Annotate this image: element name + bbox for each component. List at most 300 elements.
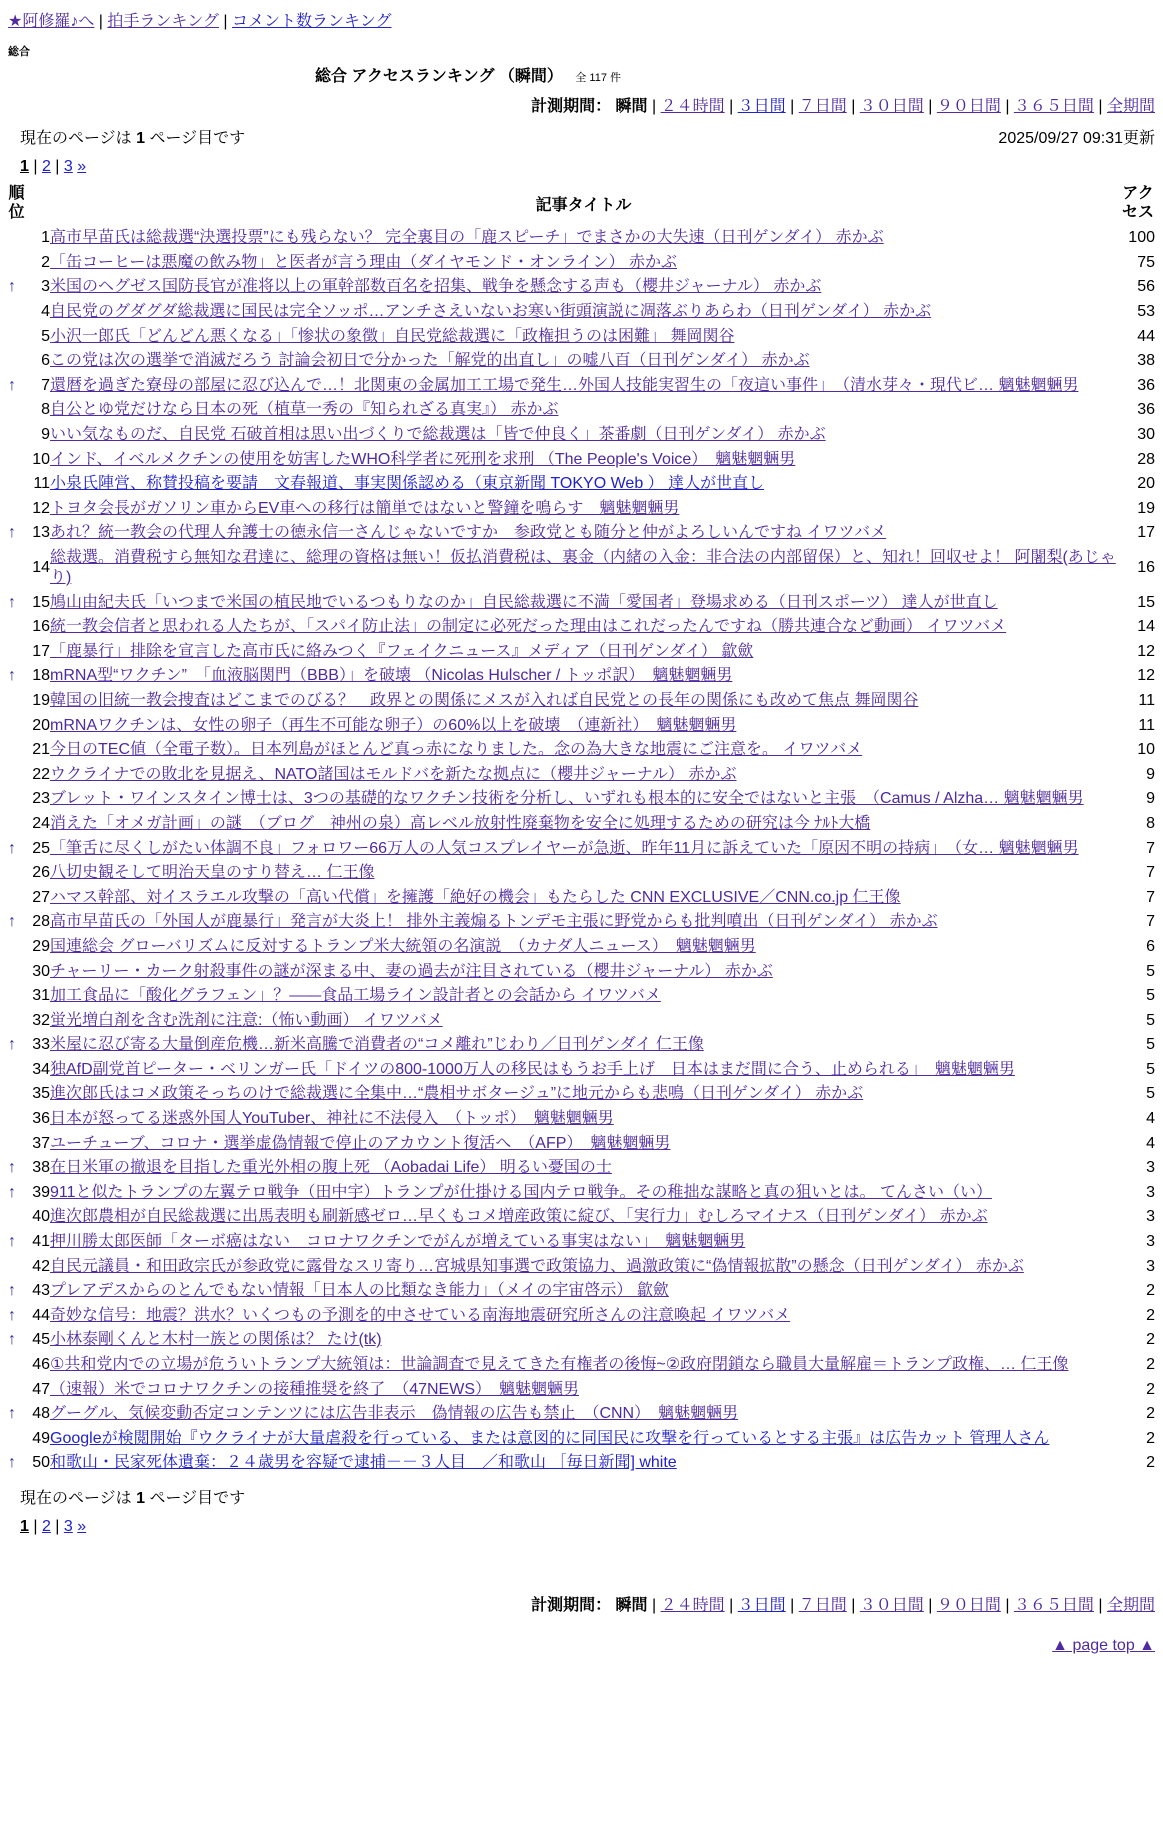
- article-link[interactable]: 米国のヘグゼス国防長官が准将以上の軍幹部数百名を招集、戦争を懸念する声も（櫻井ジャーナル） 赤かぶ: [50, 278, 822, 296]
- ranking-table-body: [8, 226, 1155, 1476]
- table-row: [8, 1304, 1155, 1329]
- table-row: [8, 1328, 1155, 1353]
- pagination-next-link[interactable]: »: [77, 158, 87, 175]
- rank-up-cell: [8, 423, 23, 448]
- article-link[interactable]: トヨタ会長がガソリン車からEV車への移行は簡単ではないと警鐘を鳴らす 魑魅魍魎男: [50, 499, 680, 517]
- rank-number: 49: [32, 1429, 50, 1447]
- page-info-row-bottom: [8, 1485, 1155, 1508]
- rank-up-cell: [8, 1402, 23, 1427]
- rank-number: 6: [41, 352, 50, 370]
- access-count: 14: [1137, 618, 1155, 636]
- rank-up-cell: [8, 812, 23, 837]
- article-link[interactable]: 「鹿暴行」排除を宣言した高市氏に絡みつく『フェイクニュース』メディア（日刊ゲンダイ） 歙歛: [50, 642, 754, 660]
- rank-up-cell: [8, 1107, 23, 1132]
- rank-number: 48: [32, 1405, 50, 1423]
- access-count: 15: [1137, 593, 1155, 611]
- period-link[interactable]: ３０日間: [859, 1596, 924, 1614]
- access-count: 2: [1146, 1454, 1155, 1472]
- access-count: 56: [1137, 278, 1155, 296]
- article-title-cell: [50, 885, 1117, 910]
- article-title-cell: [50, 1304, 1117, 1329]
- article-link[interactable]: ブレット・ワインスタイン博士は、3つの基礎的なワクチン技術を分析し、いずれも根本的に安全ではないと主張 （Camus / Alzha… 魑魅魍魎男: [50, 790, 1084, 808]
- rank-up-cell: [8, 1008, 23, 1033]
- period-link[interactable]: ２４時間: [660, 1596, 725, 1614]
- rank-number: 39: [32, 1183, 50, 1201]
- article-title-cell: [50, 497, 1117, 522]
- article-link[interactable]: 自公とゆ党だけなら日本の死（植草一秀の『知られざる真実』） 赤かぶ: [50, 401, 559, 419]
- article-link[interactable]: 「缶コーヒーは悪魔の飲み物」と医者が言う理由（ダイヤモンド・オンライン） 赤かぶ: [50, 253, 678, 271]
- article-link[interactable]: あれ？統一教会の代理人弁護士の徳永信一さんじゃないですか 参政党とも随分と仲がよろしいんですね イワツバメ: [50, 524, 887, 542]
- rank-number: 10: [32, 450, 50, 468]
- article-link[interactable]: ハマス幹部、対イスラエル攻撃の「高い代償」を擁護「絶好の機会」もたらした CNN EXCLUSIVE／CNN.co.jp 仁王像: [50, 888, 901, 906]
- article-title-cell: [50, 812, 1117, 837]
- table-row: [8, 447, 1155, 472]
- rank-up-cell: [8, 1304, 23, 1329]
- table-row: [8, 738, 1155, 763]
- article-title-cell: [50, 1279, 1117, 1304]
- article-link[interactable]: 「筆舌に尽くしがたい体調不良」フォロワー66万人の人気コスプレイヤーが急逝、昨年11月に訴えていた「原因不明の持病」 （女… 魑魅魍魎男: [50, 839, 1079, 857]
- article-link[interactable]: チャーリー・カーク射殺事件の謎が深まる中、妻の過去が注目されている（櫻井ジャーナル） 赤かぶ: [50, 962, 773, 980]
- rank-number: 7: [41, 376, 50, 394]
- article-link[interactable]: 統一教会信者と思われる人たちが、「スパイ防止法」の制定に必死だった理由はこれだったんですね（勝共連合など動画） イワツバメ: [50, 618, 1007, 636]
- table-row: [8, 1008, 1155, 1033]
- article-link[interactable]: ウクライナでの敗北を見据え、NATO諸国はモルドバを新たな拠点に（櫻井ジャーナル） 赤かぶ: [50, 765, 737, 783]
- period-current: 瞬間: [615, 98, 648, 115]
- period-label: 計測期間：: [531, 1596, 612, 1614]
- pagination-top: [8, 158, 1155, 176]
- pagination-page-link[interactable]: 3: [63, 1517, 73, 1535]
- article-title-cell: [50, 1058, 1117, 1083]
- rank-up-cell: [8, 590, 23, 615]
- rank-up-arrow-icon: ↑: [8, 1159, 16, 1177]
- table-row: [8, 1353, 1155, 1378]
- article-title-cell: [50, 861, 1117, 886]
- article-title-cell: [50, 640, 1117, 665]
- article-title-cell: [50, 689, 1117, 714]
- rank-up-cell: [8, 300, 23, 325]
- table-row: [8, 1181, 1155, 1206]
- current-page-info: 現在のページは 1 ページ目です: [20, 130, 246, 147]
- article-link[interactable]: 国連総会 グローバリズムに反対するトランプ米大統領の名演説 （カナダ人ニュース） 魑魅魍魎男: [50, 937, 756, 955]
- access-count: 6: [1146, 937, 1155, 955]
- rank-number: 44: [32, 1306, 50, 1324]
- rank-up-cell: [8, 984, 23, 1009]
- rank-number: 12: [32, 499, 50, 517]
- article-link[interactable]: 小林泰剛くんと木村一族との関係は？ たけ(tk): [50, 1331, 382, 1349]
- rank-number: 13: [32, 524, 50, 542]
- table-row: [8, 640, 1155, 665]
- access-count: 4: [1146, 1110, 1155, 1128]
- access-column-header: アクセス: [1121, 185, 1154, 221]
- separator: |: [923, 98, 937, 115]
- access-count: 75: [1137, 253, 1155, 271]
- rank-number: 23: [32, 790, 50, 808]
- article-link[interactable]: 独AfD副党首ピーター・ベリンガー氏「ドイツの800-1000万人の移民はもうお手上げ 日本はまだ間に合う、止められる」 魑魅魍魎男: [50, 1060, 1015, 1078]
- top-nav-link[interactable]: コメント数ランキング: [231, 13, 392, 30]
- article-link[interactable]: 鳩山由紀夫氏「いつまで米国の植民地でいるつもりなのか」自民総裁選に不満「愛国者」登場求める（日刊スポーツ） 達人が世直し: [50, 593, 998, 611]
- article-link[interactable]: 押川勝太郎医師「ターボ癌はない コロナワクチンでがんが増えている事実はない」 魑魅魍魎男: [50, 1233, 746, 1251]
- rank-number: 28: [32, 913, 50, 931]
- separator: |: [923, 1596, 937, 1614]
- article-link[interactable]: 高市早苗氏の「外国人が鹿暴行」発言が大炎上！ 排外主義煽るトンデモ主張に野党からも批判噴出（日刊ゲンダイ） 赤かぶ: [50, 913, 938, 931]
- rank-number: 43: [32, 1282, 50, 1300]
- rank-up-cell: [8, 349, 23, 374]
- access-count: 11: [1138, 691, 1155, 709]
- article-title-cell: [50, 1156, 1117, 1181]
- rank-up-arrow-icon: ↑: [8, 376, 16, 394]
- article-title-cell: [50, 398, 1117, 423]
- article-link[interactable]: 八切史観そして明治天皇のすり替え… 仁王像: [50, 864, 375, 882]
- article-link[interactable]: 高市早苗氏は総裁選“決選投票”にも残らない？ 完全裏目の「鹿スピーチ」でまさかの大失速（日刊ゲンダイ） 赤かぶ: [50, 229, 884, 247]
- rank-number: 27: [32, 888, 50, 906]
- access-count: 12: [1137, 642, 1155, 660]
- article-link[interactable]: 小沢一郎氏「どんどん悪くなる」「惨状の象徴」自民党総裁選に「政権担うのは困難」 舞岡関谷: [50, 327, 735, 345]
- table-row: [8, 251, 1155, 276]
- top-nav-link[interactable]: ★阿修羅♪へ: [8, 13, 95, 30]
- article-link[interactable]: 進次郎農相が自民総裁選に出馬表明も刷新感ゼロ…早くもコメ増産政策に綻び、「実行力」むしろマイナス（日刊ゲンダイ） 赤かぶ: [50, 1208, 988, 1226]
- article-title-cell: [50, 1131, 1117, 1156]
- article-link[interactable]: 米屋に忍び寄る大量倒産危機…新米高騰で消費者の“コメ離れ”じわり／日刊ゲンダイ 仁王像: [50, 1036, 704, 1054]
- access-count: 9: [1146, 765, 1155, 783]
- article-title-cell: [50, 836, 1117, 861]
- rank-number: 37: [32, 1134, 50, 1152]
- article-link[interactable]: 自民党のグダグダ総裁選に国民は完全ソッポ…アンチさえいないお寒い街頭演説に凋落ぶりあらわ（日刊ゲンダイ） 赤かぶ: [50, 303, 932, 321]
- article-link[interactable]: 自民元議員・和田政宗氏が参政党に露骨なスリ寄り…宮城県知事選で政策協力、過激政策に“偽情報拡散”の懸念（日刊ゲンダイ） 赤かぶ: [50, 1257, 1024, 1275]
- access-count: 5: [1146, 1060, 1155, 1078]
- rank-number: 46: [32, 1356, 50, 1374]
- page-top-line: [8, 1637, 1155, 1655]
- rank-up-arrow-icon: ↑: [8, 913, 16, 931]
- table-row: [8, 1230, 1155, 1255]
- rank-up-cell: [8, 1058, 23, 1083]
- rank-up-cell: [8, 935, 23, 960]
- rank-up-arrow-icon: ↑: [8, 278, 16, 296]
- table-row: [8, 910, 1155, 935]
- article-link[interactable]: （速報）米でコロナワクチンの接種推奨を終了 （47NEWS） 魑魅魍魎男: [50, 1380, 579, 1398]
- access-count: 3: [1146, 1183, 1155, 1201]
- top-nav-link[interactable]: 拍手ランキング: [107, 13, 219, 30]
- article-title-cell: [50, 275, 1117, 300]
- table-row: [8, 1131, 1155, 1156]
- rank-number: 19: [32, 691, 50, 709]
- access-count: 100: [1128, 229, 1155, 247]
- total-count: 全 117 件: [575, 72, 622, 84]
- article-link[interactable]: 蛍光増白剤を含む洗剤に注意:（怖い動画） イワツバメ: [50, 1011, 443, 1029]
- access-count: 7: [1146, 913, 1155, 931]
- article-title-cell: [50, 590, 1117, 615]
- rank-up-cell: [8, 1451, 23, 1476]
- table-row: [8, 374, 1155, 399]
- table-row: [8, 497, 1155, 522]
- table-row: [8, 836, 1155, 861]
- article-link[interactable]: この党は次の選挙で消滅だろう 討論会初日で分かった「解党的出直し」の嘘八百（日刊ゲンダイ） 赤かぶ: [50, 352, 810, 370]
- article-title-cell: [50, 1328, 1117, 1353]
- rank-number: 11: [33, 475, 50, 493]
- access-count: 5: [1146, 1085, 1155, 1103]
- period-link[interactable]: ７日間: [798, 98, 847, 115]
- rank-number: 14: [32, 559, 50, 577]
- access-count: 7: [1146, 839, 1155, 857]
- page-top-link[interactable]: ▲ page top ▲: [1052, 1636, 1155, 1654]
- table-row: [8, 1107, 1155, 1132]
- access-count: 53: [1137, 303, 1155, 321]
- rank-number: 45: [32, 1331, 50, 1349]
- article-link[interactable]: 小泉氏陣営、称賛投稿を要請 文春報道、事実関係認める（東京新聞 TOKYO Web ） 達人が世直し: [50, 475, 765, 493]
- rank-up-arrow-icon: ↑: [8, 524, 16, 542]
- period-current: 瞬間: [615, 1596, 648, 1614]
- access-count: 11: [1138, 716, 1155, 734]
- rank-number: 30: [32, 962, 50, 980]
- rank-up-cell: [8, 1230, 23, 1255]
- table-row: [8, 1451, 1155, 1476]
- access-count: 36: [1137, 376, 1155, 394]
- article-link[interactable]: 消えた「オメガ計画」の謎 （ブログ 神州の泉）高レベル放射性廃棄物を安全に処理するための研究は今 ﾅﾙﾄ大橋: [50, 814, 871, 832]
- period-link[interactable]: ９０日間: [936, 1596, 1001, 1614]
- rank-up-cell: [8, 689, 23, 714]
- article-link[interactable]: 総裁選。消費税すら無知な君達に、総理の資格は無い！仮払消費税は、裏金（内緒の入金：非合法の内部留保）と、知れ！回収せよ！ 阿闍梨(あじゃり): [50, 549, 1116, 587]
- period-link[interactable]: ７日間: [798, 1596, 847, 1614]
- period-nav-bottom: [8, 1592, 1155, 1615]
- page-title-line: [8, 63, 928, 86]
- period-link[interactable]: ３６５日間: [1013, 98, 1094, 115]
- access-count: 8: [1146, 814, 1155, 832]
- rank-up-cell: [8, 324, 23, 349]
- article-link[interactable]: 日本が怒ってる迷惑外国人YouTuber、神社に不法侵入 （トッポ） 魑魅魍魎男: [50, 1110, 614, 1128]
- rank-column-header: 順位: [8, 185, 25, 221]
- table-row: [8, 762, 1155, 787]
- access-count: 3: [1146, 1233, 1155, 1251]
- article-link[interactable]: プレアデスからのとんでもない情報「日本人の比類なき能力」（メイの宇宙啓示） 歙歛: [50, 1282, 669, 1300]
- period-links-bottom: [616, 1597, 1155, 1614]
- access-count: 17: [1137, 524, 1155, 542]
- article-title-cell: [50, 1427, 1117, 1452]
- article-title-cell: [50, 546, 1117, 591]
- access-count: 3: [1146, 1208, 1155, 1226]
- rank-up-cell: [8, 1033, 23, 1058]
- rank-number: 36: [32, 1110, 50, 1128]
- rank-up-cell: [8, 615, 23, 640]
- rank-up-cell: [8, 1082, 23, 1107]
- period-link[interactable]: ９０日間: [936, 98, 1001, 115]
- separator: |: [50, 1517, 64, 1535]
- article-title-cell: [50, 1008, 1117, 1033]
- access-count: 2: [1146, 1380, 1155, 1398]
- pagination-next-link[interactable]: »: [77, 1517, 87, 1535]
- period-link[interactable]: ３６５日間: [1013, 1596, 1094, 1614]
- rank-up-cell: [8, 1377, 23, 1402]
- rank-number: 47: [32, 1380, 50, 1398]
- rank-number: 5: [41, 327, 50, 345]
- table-row: [8, 615, 1155, 640]
- article-title-cell: [50, 910, 1117, 935]
- access-count: 7: [1146, 888, 1155, 906]
- table-row: [8, 787, 1155, 812]
- separator: |: [846, 1596, 860, 1614]
- rank-number: 32: [32, 1011, 50, 1029]
- rank-up-cell: [8, 787, 23, 812]
- separator: |: [724, 1596, 738, 1614]
- access-count: 3: [1146, 1257, 1155, 1275]
- access-count: 9: [1146, 790, 1155, 808]
- rank-number: 42: [32, 1257, 50, 1275]
- article-link[interactable]: ①共和党内での立場が危ういトランプ大統領は：世論調査で見えてきた有権者の後悔~②政府閉鎖なら職員大量解雇＝トランプ政権、… 仁王像: [50, 1356, 1069, 1374]
- top-nav: [8, 8, 1155, 31]
- rank-up-cell: [8, 640, 23, 665]
- table-row: [8, 1402, 1155, 1427]
- separator: |: [1093, 1596, 1107, 1614]
- rank-up-cell: [8, 1131, 23, 1156]
- separator: |: [846, 98, 860, 115]
- rank-up-arrow-icon: ↑: [8, 1233, 16, 1251]
- article-link[interactable]: インド、イベルメクチンの使用を妨害したWHO科学者に死刑を求刑 （The People's Voice） 魑魅魍魎男: [50, 450, 796, 468]
- rank-number: 16: [32, 618, 50, 636]
- article-title-cell: [50, 1205, 1117, 1230]
- table-row: [8, 275, 1155, 300]
- access-count: 5: [1146, 1036, 1155, 1054]
- rank-up-cell: [8, 1156, 23, 1181]
- table-row: [8, 861, 1155, 886]
- rank-up-cell: [8, 251, 23, 276]
- period-link[interactable]: ２４時間: [660, 98, 725, 115]
- table-row: [8, 398, 1155, 423]
- article-link[interactable]: mRNAワクチンは、女性の卵子（再生不可能な卵子）の60%以上を破壊 （連新社） 魑魅魍魎男: [50, 716, 737, 734]
- rank-up-cell: [8, 713, 23, 738]
- period-link[interactable]: ３０日間: [859, 98, 924, 115]
- access-count: 2: [1146, 1429, 1155, 1447]
- rank-up-cell: [8, 861, 23, 886]
- pagination-page-link[interactable]: 2: [41, 1517, 51, 1535]
- table-row: [8, 1205, 1155, 1230]
- rank-number: 35: [32, 1085, 50, 1103]
- table-row: [8, 1082, 1155, 1107]
- article-link[interactable]: 加工食品に「酸化グラフェン」？——食品工場ライン設計者との会話から イワツバメ: [50, 987, 661, 1005]
- article-link[interactable]: グーグル、気候変動否定コンテンツには広告非表示 偽情報の広告も禁止 （CNN） 魑魅魍魎男: [50, 1405, 739, 1423]
- article-link[interactable]: 和歌山・民家死体遺棄：２４歳男を容疑で逮捕－－３人目 ／和歌山 ［毎日新聞] white: [50, 1454, 677, 1472]
- article-title-cell: [50, 472, 1117, 497]
- rank-up-cell: [8, 398, 23, 423]
- period-nav-top: [8, 93, 1155, 116]
- table-row: [8, 1058, 1155, 1083]
- table-row: [8, 521, 1155, 546]
- rank-up-cell: [8, 1328, 23, 1353]
- rank-up-cell: [8, 1205, 23, 1230]
- period-link[interactable]: ３日間: [737, 1596, 786, 1614]
- rank-up-arrow-icon: ↑: [8, 1405, 16, 1423]
- table-row: [8, 1377, 1155, 1402]
- separator: |: [218, 13, 232, 30]
- rank-up-cell: [8, 1427, 23, 1452]
- rank-up-arrow-icon: ↑: [8, 1282, 16, 1300]
- rank-up-cell: [8, 910, 23, 935]
- table-row: [8, 984, 1155, 1009]
- article-link[interactable]: 在日米軍の撤退を目指した重光外相の腹上死 （Aobadai Life） 明るい憂国の士: [50, 1159, 612, 1177]
- separator: |: [1093, 98, 1107, 115]
- article-title-cell: [50, 1254, 1117, 1279]
- rank-number: 25: [32, 839, 50, 857]
- article-link[interactable]: 進次郎氏はコメ政策そっちのけで総裁選に全集中…“農相サボタージュ”に地元からも悲鳴（日刊ゲンダイ） 赤かぶ: [50, 1085, 864, 1103]
- ranking-table: [8, 180, 1155, 1476]
- article-link[interactable]: 今日のTEC値（全電子数）。日本列島がほとんど真っ赤になりました。念の為大きな地震にご注意を。 イワツバメ: [50, 741, 863, 759]
- article-title-cell: [50, 1107, 1117, 1132]
- access-count: 4: [1146, 1134, 1155, 1152]
- pagination-bottom: [8, 1518, 1155, 1536]
- table-row: [8, 349, 1155, 374]
- table-row: [8, 664, 1155, 689]
- access-count: 10: [1137, 741, 1155, 759]
- table-row: [8, 472, 1155, 497]
- article-title-cell: [50, 226, 1117, 251]
- article-link[interactable]: 韓国の旧統一教会捜査はどこまでのびる？ 政界との関係にメスが入れば自民党との長年の関係にも改めて焦点 舞岡関谷: [50, 691, 919, 709]
- access-count: 2: [1146, 1306, 1155, 1324]
- article-link[interactable]: いい気なものだ、自民党 石破首相は思い出づくりで総裁選は「皆で仲良く」茶番劇（日刊ゲンダイ） 赤かぶ: [50, 426, 826, 444]
- rank-up-cell: [8, 1279, 23, 1304]
- article-title-cell: [50, 738, 1117, 763]
- period-link[interactable]: ３日間: [737, 98, 786, 115]
- access-count: 20: [1137, 475, 1155, 493]
- article-title-cell: [50, 447, 1117, 472]
- rank-number: 21: [32, 741, 50, 759]
- rank-number: 1: [41, 229, 50, 247]
- table-row: [8, 324, 1155, 349]
- article-title-cell: [50, 300, 1117, 325]
- separator: |: [724, 98, 738, 115]
- article-link[interactable]: 還暦を過ぎた寮母の部屋に忍び込んで…！北関東の金属加工工場で発生…外国人技能実習生の「夜這い事件」 （清水芽々・現代ビ… 魑魅魍魎男: [50, 376, 1079, 394]
- access-count: 2: [1146, 1331, 1155, 1349]
- table-row: [8, 546, 1155, 591]
- period-link[interactable]: 全期間: [1106, 98, 1155, 115]
- article-title-cell: [50, 1377, 1117, 1402]
- access-count: 16: [1137, 559, 1155, 577]
- article-link[interactable]: Googleが検閲開始『ウクライナが大量虐殺を行っている、または意図的に同国民に攻撃を行っているとする主張』は広告カット 管理人さん: [50, 1429, 1050, 1447]
- period-link[interactable]: 全期間: [1106, 1596, 1155, 1614]
- page-info-row: [8, 125, 1155, 148]
- article-title-cell: [50, 349, 1117, 374]
- article-title-cell: [50, 423, 1117, 448]
- rank-up-cell: [8, 1353, 23, 1378]
- pagination-page-link[interactable]: 2: [41, 158, 51, 175]
- title-column-header: 記事タイトル: [535, 196, 632, 214]
- rank-number: 22: [32, 765, 50, 783]
- rank-up-cell: [8, 885, 23, 910]
- access-count: 44: [1137, 327, 1155, 345]
- separator: |: [647, 1596, 661, 1614]
- article-link[interactable]: ユーチューブ、コロナ・選挙虚偽情報で停止のアカウント復活へ （AFP） 魑魅魍魎男: [50, 1134, 671, 1152]
- rank-number: 4: [41, 303, 50, 321]
- article-link[interactable]: 911と似たトランプの左翼テロ戦争（田中宇）トランプが仕掛ける国内テロ戦争。その稚拙な謀略と真の狙いとは。 てんさい（い）: [50, 1183, 992, 1201]
- rank-up-arrow-icon: ↑: [8, 667, 16, 685]
- article-title-cell: [50, 251, 1117, 276]
- rank-number: 33: [32, 1036, 50, 1054]
- access-count: 5: [1146, 1011, 1155, 1029]
- rank-up-cell: [8, 959, 23, 984]
- rank-up-arrow-icon: ↑: [8, 839, 16, 857]
- rank-up-cell: [8, 226, 23, 251]
- access-count: 2: [1146, 1405, 1155, 1423]
- rank-up-arrow-icon: ↑: [8, 1331, 16, 1349]
- article-link[interactable]: 奇妙な信号：地震？洪水？いくつもの予測を的中させている南海地震研究所さんの注意喚起 イワツバメ: [50, 1306, 791, 1324]
- pagination-current-page: 1: [20, 1517, 29, 1535]
- current-page-number: 1: [136, 1489, 146, 1507]
- rank-up-cell: [8, 275, 23, 300]
- access-count: 36: [1137, 401, 1155, 419]
- table-row: [8, 812, 1155, 837]
- pagination-page-link[interactable]: 3: [63, 158, 73, 175]
- article-title-cell: [50, 713, 1117, 738]
- separator: |: [1000, 1596, 1014, 1614]
- article-title-cell: [50, 959, 1117, 984]
- rank-number: 38: [32, 1159, 50, 1177]
- article-link[interactable]: mRNA型“ワクチン” 「血液脳関門（BBB）」を破壊 （Nicolas Hulscher / トッポ訳） 魑魅魍魎男: [50, 667, 733, 685]
